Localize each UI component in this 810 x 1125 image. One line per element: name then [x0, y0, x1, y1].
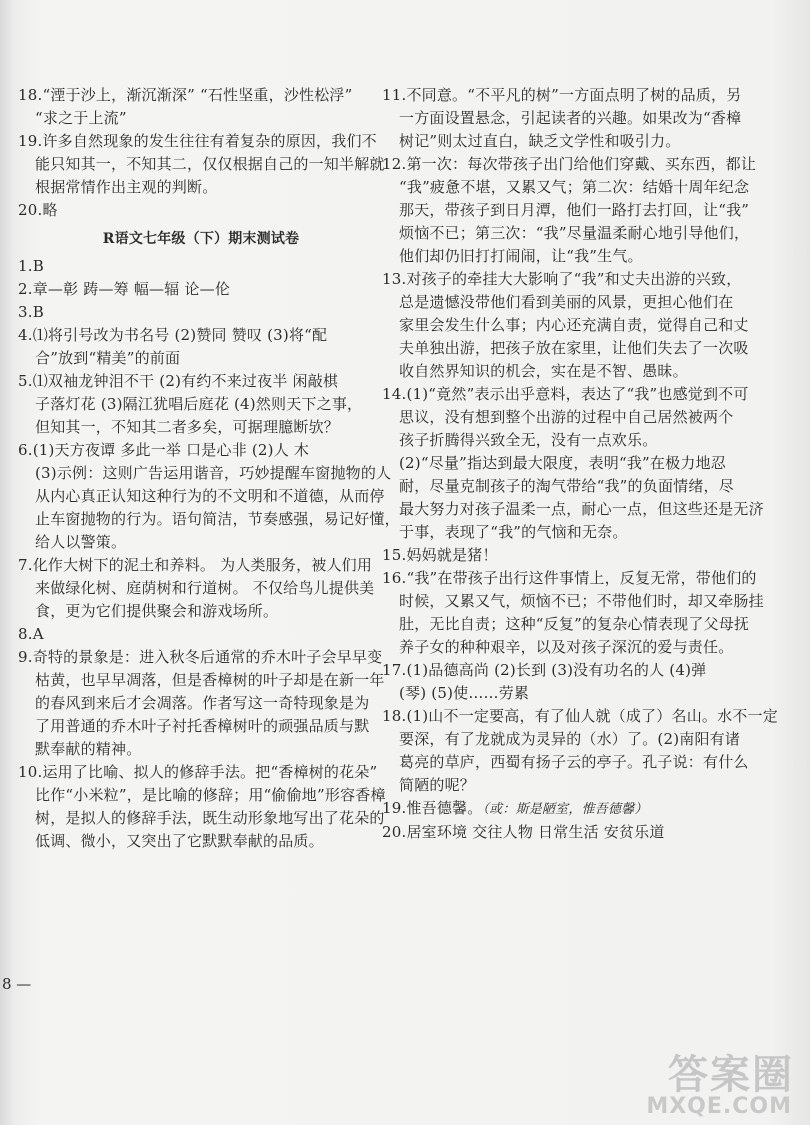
answer-line: 7.化作大树下的泥土和养料。 为人类服务，被人们用 — [18, 556, 373, 574]
answer-line: 他们却仍旧打打闹闹，让“我”生气。 — [399, 247, 643, 265]
site-watermark — [646, 1041, 800, 1119]
answer-line: 简陋的呢？ — [399, 776, 476, 794]
printed-answer: 19.惟吾德馨。 — [382, 799, 483, 817]
answer-line: 10.运用了比喻、拟人的修辞手法。把“香樟树的花朵” — [18, 763, 378, 781]
answer-line: 合”放到“精美”的前面 — [35, 349, 181, 367]
answer-line: (琴) (5)使……劳累 — [399, 684, 530, 702]
answer-line: 给人以警策。 — [35, 533, 127, 551]
answer-12 — [382, 153, 800, 268]
watermark-url: MXQE.COM — [646, 1094, 792, 1119]
answer-8 — [18, 623, 354, 646]
answer-line: 那天，带孩子到日月潭，他们一路打去打回，让“我” — [399, 201, 750, 219]
answer-line: 从内心真正认知这种行为的不文明和不道德，从而停 — [35, 487, 385, 505]
answer-line: 葛亮的草庐，西蜀有扬子云的亭子。孔子说：有什么 — [399, 753, 749, 771]
watermark-logo-text: 答案圈 — [668, 1052, 794, 1098]
answer-18 — [18, 84, 354, 130]
answer-line: 时候，又累又气，烦恼不已；不带他们时，却又牵肠挂 — [399, 592, 764, 610]
answer-line: 树，是拟人的修辞手法，既生动形象地写出了花朵的 — [35, 809, 385, 827]
answer-18-right — [382, 705, 800, 797]
answer-line: 收自然界知识的机会，实在是不智、愚昧。 — [399, 362, 688, 380]
answer-line: 19.许多自然现象的发生往往有着复杂的原因，我们不 — [18, 132, 377, 150]
answer-16 — [382, 567, 800, 659]
answer-line: 根据常情作出主观的判断。 — [35, 178, 218, 196]
answer-line: 比作“小米粒”，是比喻的修辞；用“偷偷地”形容香樟 — [35, 786, 386, 804]
answer-line: 18.(1)山不一定要高，有了仙人就（成了）名山。水不一定 — [382, 707, 778, 725]
answer-line: 13.对孩子的牵挂大大影响了“我”和丈夫出游的兴致， — [382, 270, 742, 288]
answer-line: (2)“尽量”指达到最大限度，表明“我”在极力地忍 — [399, 454, 726, 472]
answer-line — [382, 797, 800, 821]
answer-line: 12.第一次：每次带孩子出门给他们穿戴、买东西，都让 — [382, 155, 757, 173]
answer-3 — [18, 301, 354, 324]
answer-20-right — [382, 821, 800, 844]
answer-line: 6.(1)天方夜谭 多此一举 口是心非 (2)人 木 — [18, 441, 310, 459]
answer-line: 最大努力对孩子温柔一点，耐心一点，但这些还是无济 — [399, 500, 764, 518]
answer-20 — [18, 199, 354, 222]
page-number: 8 — — [2, 975, 32, 993]
answer-line: 3.B — [18, 303, 44, 321]
answer-line: 低调、微小，又突出了它默默奉献的品质。 — [35, 832, 324, 850]
answer-1 — [18, 255, 354, 278]
answer-line: 1.B — [18, 257, 44, 275]
answer-line: 总是遗憾没带他们看到美丽的风景，更担心他们在 — [399, 293, 734, 311]
answer-line: 17.(1)品德高尚 (2)长到 (3)没有功名的人 (4)弹 — [382, 661, 707, 679]
answer-7 — [18, 554, 375, 623]
answer-4 — [18, 324, 354, 370]
answer-19-right — [382, 797, 800, 821]
answer-10 — [18, 761, 386, 853]
left-column — [18, 84, 400, 853]
answer-line: 9.奇特的景象是：进入秋冬后通常的乔木叶子会早早变 — [18, 648, 383, 666]
answer-line: 枯黄，也早早凋落，但是香樟树的叶子却是在新一年 — [35, 671, 385, 689]
answer-line: 家里会发生什么事；内心还充满自责，觉得自己和丈 — [399, 316, 749, 334]
answer-line: “我”疲惫不堪，又累又气；第二次：结婚十周年纪念 — [399, 178, 750, 196]
answer-line: 孩子折腾得兴致全无，没有一点欢乐。 — [399, 431, 658, 449]
answer-line: 2.章—彰 踌—筹 幅—辐 论—伦 — [18, 280, 231, 298]
answer-2 — [18, 278, 354, 301]
answer-line: 4.⑴将引号改为书名号 (2)赞同 赞叹 (3)将“配 — [18, 326, 328, 344]
answer-13 — [382, 268, 800, 383]
answer-line: 肚，无比自责；这种“反复”的复杂心情表现了父母抚 — [399, 615, 750, 633]
answer-line: 8.A — [18, 625, 44, 643]
answer-11 — [382, 84, 800, 153]
answer-line: 15.妈妈就是猪！ — [382, 546, 498, 564]
answer-line: 的春风到来后才会凋落。作者写这一奇特现象是为 — [35, 694, 370, 712]
answer-5 — [18, 370, 363, 439]
answer-line: 一方面设置悬念，引起读者的兴趣。如果改为“香樟 — [399, 109, 742, 127]
answer-line: 止车窗抛物的行为。语句简洁，节奏感强，易记好懂， — [35, 510, 400, 528]
right-column — [382, 84, 800, 844]
answer-line: (3)示例：这则广告运用谐音，巧妙提醒车窗抛物的人 — [35, 464, 392, 482]
answer-line: “求之于上流” — [35, 109, 127, 127]
answer-line: 夫单独出游，把孩子放在家里，让他们失去了一次吸 — [399, 339, 749, 357]
answer-line: 5.⑴双袖龙钟泪不干 (2)有约不来过夜半 闲敲棋 — [18, 372, 339, 390]
answer-line: 于事，表现了“我”的气恼和无奈。 — [399, 523, 628, 541]
section-title: R语文七年级（下）期末测试卷 — [102, 231, 300, 247]
answer-line: 默奉献的精神。 — [35, 740, 142, 758]
answer-line: 耐，尽量克制孩子的淘气带给“我”的负面情绪，尽 — [399, 477, 734, 495]
answer-line: 20.略 — [18, 201, 58, 219]
answer-line: 11.不同意。“不平凡的树”一方面点明了树的品质，另 — [382, 86, 742, 104]
answer-line: 思议，没有想到整个出游的过程中自己居然被两个 — [399, 408, 734, 426]
answer-line: 要深，有了龙就成为灵异的（水）了。(2)南阳有诸 — [399, 730, 741, 748]
answer-line: 了用普通的乔木叶子衬托香樟树叶的顽强品质与默 — [35, 717, 370, 735]
answer-line: 14.(1)“竟然”表示出乎意料，表达了“我”也感觉到不可 — [382, 385, 749, 403]
answer-line: 18.“湮于沙上，渐沉渐深” “石性坚重，沙性松浮” — [18, 86, 353, 104]
answer-6 — [18, 439, 400, 554]
answer-19 — [18, 130, 385, 199]
answer-15 — [382, 544, 800, 567]
answer-line: 16.“我”在带孩子出行这件事情上，反复无常，带他们的 — [382, 569, 757, 587]
answer-line: 20.居室环境 交往人物 日常生活 安贫乐道 — [382, 823, 665, 841]
answer-line: 能只知其一，不知其二，仅仅根据自己的一知半解就 — [35, 155, 385, 173]
answer-17 — [382, 659, 800, 705]
answer-line: 但知其一，不知其二者多矣，可据理臆断欤？ — [35, 418, 340, 436]
answer-line: 烦恼不已；第三次：“我”尽量温柔耐心地引导他们， — [399, 224, 750, 242]
answer-9 — [18, 646, 385, 761]
answer-line: 来做绿化树、庭荫树和行道树。 不仅给鸟儿提供美 — [35, 579, 375, 597]
answer-line: 子落灯花 (3)隔江犹唱后庭花 (4)然则天下之事， — [35, 395, 363, 413]
answer-line: 树记”则太过直白，缺乏文学性和吸引力。 — [399, 132, 681, 150]
answer-line: 养子女的种种艰辛，以及对孩子深沉的爱与责任。 — [399, 638, 734, 656]
handwritten-note: （或：斯是陋室，惟吾德馨） — [482, 802, 648, 817]
answer-line: 食，更为它们提供聚会和游戏场所。 — [35, 602, 279, 620]
answer-14 — [382, 383, 800, 544]
